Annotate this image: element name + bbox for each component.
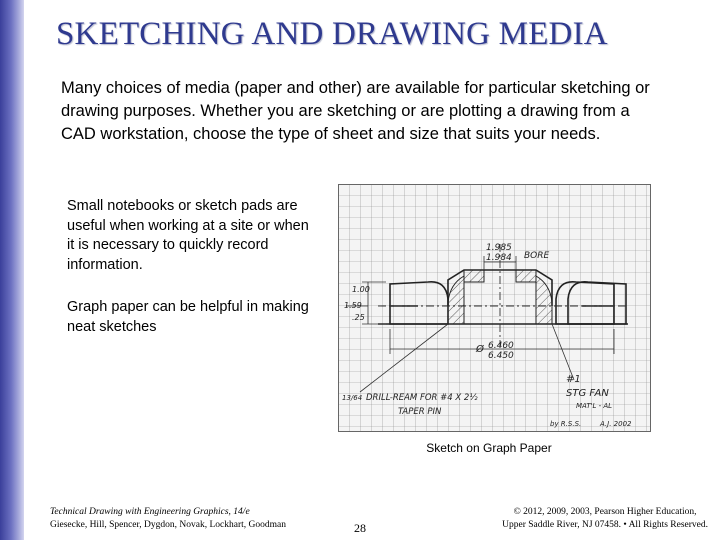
dim-step: .25: [352, 313, 365, 322]
copyright-line-2: Upper Saddle River, NJ 07458. • All Rights Reserved.: [502, 520, 708, 530]
footer-authors: Giesecke, Hill, Spencer, Dygdon, Novak, Lockhart, Goodman: [50, 520, 287, 530]
footer-copyright: [502, 506, 708, 532]
dim-flange: 1.59: [344, 301, 362, 310]
left-accent-bar: [0, 0, 24, 540]
label-bore: BORE: [524, 251, 550, 261]
drill-note: DRILL-REAM FOR #4 X 2½: [366, 393, 478, 403]
dim-diameter-bottom: 6.450: [488, 351, 514, 361]
note-graph-paper: Graph paper can be helpful in making neat sketches: [67, 299, 309, 335]
copyright-line-1: © 2012, 2009, 2003, Pearson Higher Education,: [513, 507, 697, 517]
dim-height: 1.00: [352, 285, 370, 294]
material-note: MAT'L - AL: [576, 402, 613, 410]
note-notebooks: Small notebooks or sketch pads are useful when working at a site or when it is necessary to quickly record information.: [67, 198, 309, 273]
dim-diameter-top: 6.460: [488, 341, 514, 351]
intro-paragraph: Many choices of media (paper and other) are available for particular sketching or drawing purposes. Whether you are sketching or are plotting a drawing from a CAD workstation, choose the type of sheet and size that suits your needs.: [61, 79, 650, 143]
drill-fraction: 13/64: [342, 394, 363, 402]
dim-bore-top: 1.985: [486, 243, 512, 253]
part-name: STG FAN: [566, 388, 609, 399]
slide-title: SKETCHING AND DRAWING MEDIA: [56, 16, 608, 52]
graph-paper-sketch: [338, 184, 651, 432]
taper-pin-note: TAPER PIN: [398, 407, 442, 417]
part-number: #1: [566, 374, 581, 385]
drawing-date: A.J. 2002: [600, 420, 632, 428]
dim-bore-bottom: 1.984: [486, 253, 512, 263]
page-number: 28: [354, 521, 366, 535]
footer-book-title: Technical Drawing with Engineering Graphics, 14/e: [50, 507, 250, 517]
footer-book-info: [50, 506, 286, 532]
label-diameter: Ø: [476, 344, 484, 355]
image-caption: Sketch on Graph Paper: [426, 441, 552, 455]
drawn-by: by R.S.S.: [550, 420, 582, 428]
